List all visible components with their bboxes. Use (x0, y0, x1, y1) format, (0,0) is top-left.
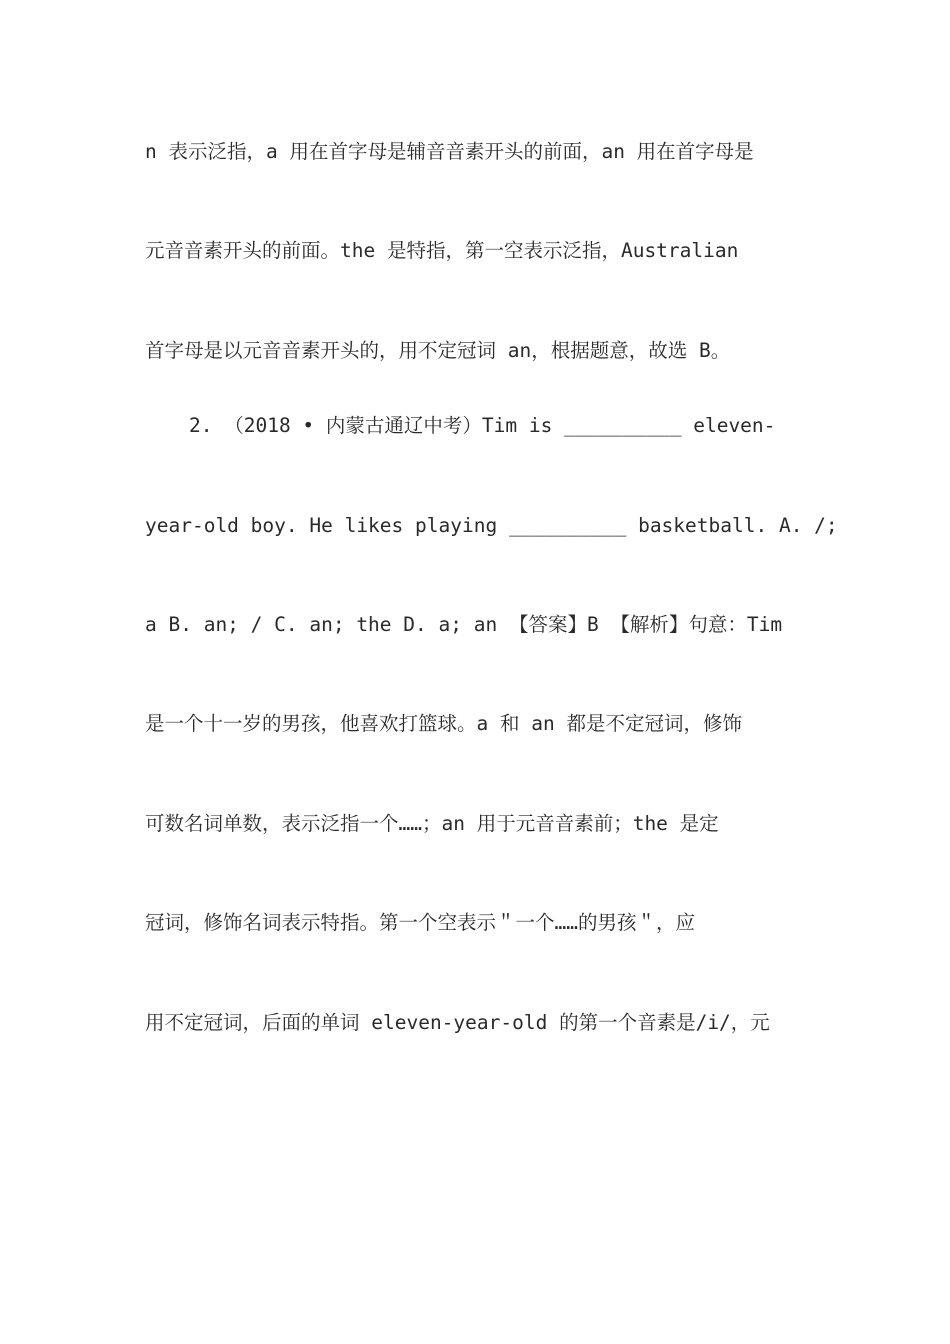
question-2-line-1: 2. （2018 • 内蒙古通辽中考）Tim is __________ eleven- (189, 414, 776, 437)
question-2-line-2: year-old boy. He likes playing __________ basketball. A. /; (145, 514, 838, 537)
question-2-options-answer: a B. an; / C. an; the D. a; an 【答案】B 【解析】句意：Tim (145, 613, 783, 636)
explanation-line-3: 冠词，修饰名词表示特指。第一个空表示＂一个……的男孩＂，应 (145, 911, 695, 934)
explanation-line-1: 是一个十一岁的男孩，他喜欢打篮球。a 和 an 都是不定冠词，修饰 (145, 712, 742, 735)
explanation-line-2: 可数名词单数，表示泛指一个……；an 用于元音音素前；the 是定 (145, 812, 719, 835)
text-line-2: 元音音素开头的前面。the 是特指，第一空表示泛指，Australian (145, 239, 739, 262)
text-line-3: 首字母是以元音音素开头的，用不定冠词 an，根据题意，故选 B。 (145, 339, 731, 362)
explanation-line-4: 用不定冠词，后面的单词 eleven-year-old 的第一个音素是/i/，元 (145, 1011, 770, 1034)
text-line-1: n 表示泛指，a 用在首字母是辅音音素开头的前面，an 用在首字母是 (145, 140, 754, 163)
